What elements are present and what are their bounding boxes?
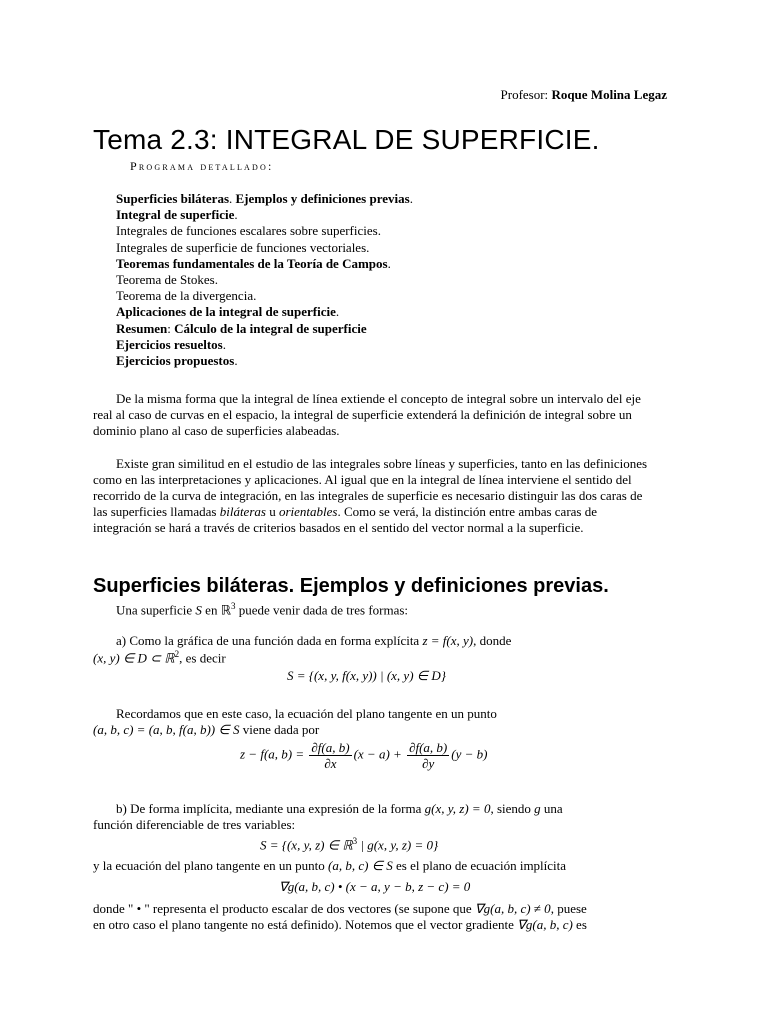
case-a-line-2: [93, 649, 226, 666]
paragraph-text: biláteras: [219, 504, 266, 519]
paragraph-text: orientables: [278, 504, 338, 519]
equation-text: S = {(x, y, z) ∈ ℝ: [260, 837, 353, 853]
line-text: z = f(x, y): [422, 633, 474, 648]
fraction: [407, 740, 449, 771]
line-text: , es decir: [179, 650, 226, 666]
toc-item: Teorema de Stokes.: [116, 272, 218, 288]
numerator: ∂f(a, b): [409, 740, 448, 755]
dot-product-line-1: [93, 901, 587, 917]
toc-text: Ejercicios propuestos: [116, 353, 235, 369]
line-text: viene dada por: [239, 722, 320, 737]
paragraph-text: De la misma forma que la integral de línea extiende el concepto de integral sobre un intervalo del eje real al caso de curvas en el espacio, la integral de superficie extenderá la definición de integral sobre un dominio plano al caso de superficies alabeadas.: [93, 391, 641, 438]
toc-item: Integrales de funciones escalares sobre superficies.: [116, 223, 381, 239]
paragraph-text: . Como se verá, la distinción entre ambas caras de integración se hará a través de criterios basados en el sentido del vector normal a la superficie.: [93, 504, 598, 535]
heading-text: .: [603, 575, 609, 597]
case-b-line-1: [116, 801, 563, 817]
toc-item: Teorema de la divergencia.: [116, 288, 257, 304]
equation-text: (y − b): [451, 746, 488, 762]
dot-product-line-2: [93, 917, 587, 933]
toc-text: Integral de superficie: [116, 207, 235, 223]
toc-item: Integrales de superficie de funciones vectoriales.: [116, 239, 370, 255]
toc-item: [116, 207, 413, 223]
case-a-line-1: [116, 633, 511, 649]
equation-text: (x − a) +: [353, 746, 406, 762]
line-text: (x, y) ∈ D ⊂ ℝ: [93, 650, 175, 666]
line-text: (a, b, c) = (a, b, f(a, b)) ∈ S: [93, 722, 240, 737]
case-b-line-2: función diferenciable de tres variables:: [93, 817, 296, 832]
toc-item: [116, 304, 413, 320]
page-subtitle: Programa detallado:: [130, 159, 274, 173]
line-text: donde " • " representa el producto escalar de dos vectores (se supone que: [93, 901, 475, 916]
line-text: en otro caso el plano tangente no está definido). Notemos que el vector gradiente: [93, 917, 518, 932]
line-text: es el plano de ecuación implícita: [392, 858, 567, 873]
equation-text: | g(x, y, z) = 0}: [357, 837, 439, 853]
denominator: ∂x: [324, 756, 337, 771]
toc-item: [116, 337, 413, 353]
line-text: ∇g(a, b, c) ≠ 0: [474, 901, 551, 916]
author-name: Roque Molina Legaz: [551, 87, 667, 102]
toc-text: Teoremas fundamentales de la Teoría de Campos: [116, 255, 388, 271]
paragraph-text: Existe gran similitud en el estudio de las integrales sobre líneas y superficies, tanto en las definiciones como en las interpretaciones y aplicaciones. Al igual que en la integral de línea interviene el sentido del recorrido de la curva de integración, en las integrales de superficie es necesario distinguir las dos caras de las superficies llamadas: [93, 456, 648, 519]
line-text: Una superficie: [116, 602, 196, 618]
toc-item: [116, 256, 413, 272]
intro-paragraph-2: [93, 456, 653, 536]
line-text: b) De forma implícita, mediante una expresión de la forma: [116, 801, 425, 816]
toc-text: .: [387, 255, 391, 271]
table-of-contents: [116, 191, 413, 369]
implicit-tangent-line: [93, 858, 566, 874]
toc-text: .: [335, 304, 340, 320]
toc-text: .: [222, 336, 226, 352]
paragraph-text: u: [265, 504, 279, 519]
author-label: Profesor:: [500, 87, 549, 102]
equation-tangent-plane: [240, 740, 487, 771]
line-text: ∇g(a, b, c): [517, 917, 573, 932]
toc-text: Ejercicios resueltos: [116, 336, 223, 352]
line-text: ℝ: [220, 602, 231, 618]
toc-text: .: [229, 191, 236, 206]
line-text: g: [534, 801, 541, 816]
line-text: una: [540, 801, 563, 816]
line-text: es: [572, 917, 587, 932]
fraction: [309, 740, 351, 771]
line-text: 3: [231, 601, 236, 611]
equation-text: z − f(a, b) =: [240, 746, 308, 762]
author-line: [501, 87, 667, 103]
toc-text: Resumen: [116, 320, 168, 336]
numerator: ∂f(a, b): [311, 740, 350, 755]
section-heading: [93, 575, 609, 598]
tangent-plane-line-1: Recordamos que en este caso, la ecuación del plano tangente en un punto: [116, 706, 497, 721]
toc-text: :: [167, 320, 175, 336]
intro-line: [116, 601, 408, 618]
page-title: Tema 2.3: INTEGRAL DE SUPERFICIE.: [93, 124, 600, 155]
toc-item: [116, 353, 413, 369]
line-text: , puese: [550, 901, 587, 916]
denominator: ∂y: [422, 756, 435, 771]
toc-text: .: [234, 207, 238, 223]
intro-paragraph-1: [93, 391, 653, 439]
line-text: puede venir dada de tres formas:: [235, 602, 409, 618]
line-text: a) Como la gráfica de una función dada en forma explícita: [116, 633, 423, 648]
toc-text: .: [234, 353, 238, 369]
line-text: 2: [174, 649, 180, 659]
line-text: , donde: [473, 633, 512, 648]
toc-text: Aplicaciones de la integral de superficie: [116, 304, 336, 320]
line-text: en: [201, 602, 221, 618]
equation-explicit-surface: S = {(x, y, f(x, y)) | (x, y) ∈ D}: [287, 668, 446, 683]
toc-text: Cálculo de la integral de superficie: [174, 320, 367, 336]
equation-text: 3: [352, 836, 358, 846]
line-text: (a, b, c) ∈ S: [328, 858, 393, 873]
toc-item: [116, 321, 413, 337]
equation-implicit-surface: [260, 836, 438, 853]
line-text: , siendo: [490, 801, 535, 816]
toc-text: Superficies biláteras: [116, 191, 230, 206]
heading-text: Ejemplos y definiciones previas: [299, 575, 604, 597]
heading-text: .: [288, 575, 300, 597]
toc-item: [116, 191, 413, 207]
line-text: y la ecuación del plano tangente en un punto: [93, 858, 329, 873]
equation-implicit-tangent: ∇g(a, b, c) • (x − a, y − b, z − c) = 0: [279, 879, 471, 894]
heading-text: Superficies biláteras: [93, 575, 289, 597]
toc-text: .: [409, 191, 413, 206]
line-text: S: [195, 602, 202, 618]
tangent-plane-line-2: [93, 722, 319, 738]
toc-text: Ejemplos y definiciones previas: [235, 191, 410, 206]
line-text: g(x, y, z) = 0: [424, 801, 491, 816]
